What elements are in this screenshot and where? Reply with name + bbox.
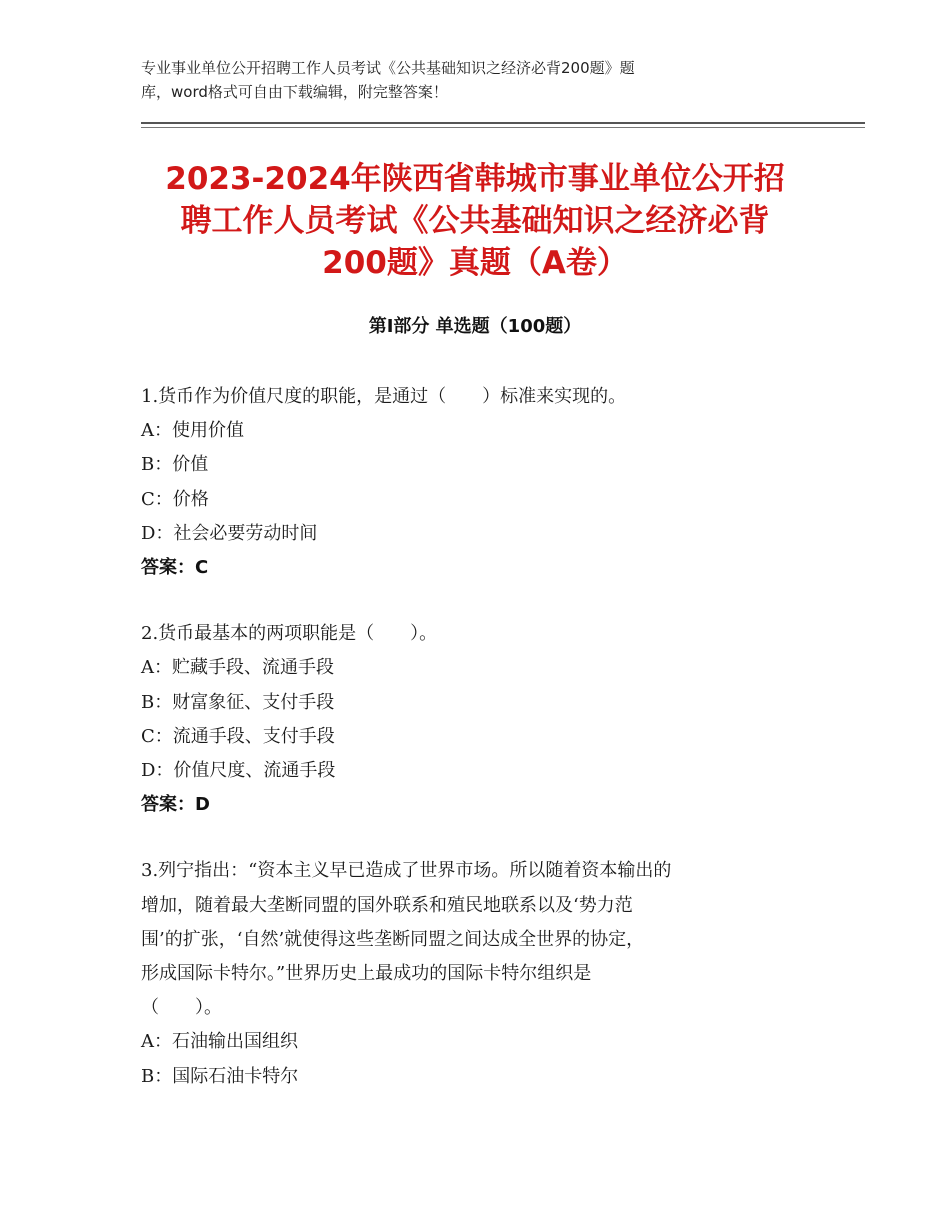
section-heading: 第Ⅰ部分 单选题（100题）: [368, 316, 582, 337]
option-b: B：国际石油卡特尔: [141, 1065, 299, 1087]
question-2: [141, 617, 821, 822]
question-stem-line-2: 增加，随着最大垄断同盟的国外联系和殖民地联系以及‘势力范: [141, 894, 633, 916]
question-3: [141, 854, 821, 1093]
option-d: D：价值尺度、流通手段: [141, 760, 336, 782]
option-b: B：财富象征、支付手段: [141, 691, 335, 713]
header-note-line-2: 库，word格式可自由下载编辑，附完整答案！: [141, 83, 448, 101]
option-d: D：社会必要劳动时间: [141, 522, 318, 544]
question-stem-line-1: 3.列宁指出：“资本主义早已造成了世界市场。所以随着资本输出的: [141, 860, 672, 882]
option-c: C：价格: [141, 488, 209, 510]
question-stem-line-5: （ ）。: [141, 997, 222, 1019]
option-b: B：价值: [141, 454, 209, 476]
answer-label: 答案：C: [141, 557, 209, 579]
question-stem: 2.货币最基本的两项职能是（ ）。: [141, 623, 438, 645]
header-note-line-1: 专业事业单位公开招聘工作人员考试《公共基础知识之经济必背200题》题: [141, 59, 635, 77]
header-divider-thin: [141, 127, 865, 128]
option-c: C：流通手段、支付手段: [141, 725, 335, 747]
question-1: [141, 380, 821, 585]
document-title-line-3: 200题》真题（A卷）: [322, 245, 628, 281]
question-stem: 1.货币作为价值尺度的职能，是通过（ ）标准来实现的。: [141, 386, 627, 407]
question-list: [141, 380, 821, 1126]
header-divider-thick: [141, 122, 865, 124]
option-a: A：石油输出国组织: [141, 1031, 298, 1053]
option-a: A：使用价值: [141, 420, 244, 442]
document-title: [120, 158, 830, 284]
question-stem-line-4: 形成国际卡特尔。”世界历史上最成功的国际卡特尔组织是: [141, 963, 592, 985]
document-title-line-1: 2023-2024年陕西省韩城市事业单位公开招: [165, 161, 785, 197]
answer-label: 答案：D: [141, 794, 210, 816]
header-note: [141, 56, 781, 104]
document-title-line-2: 聘工作人员考试《公共基础知识之经济必背: [180, 203, 770, 239]
question-stem-line-3: 围’的扩张，‘自然’就使得这些垄断同盟之间达成全世界的协定，: [141, 928, 645, 950]
option-a: A：贮藏手段、流通手段: [141, 657, 334, 679]
